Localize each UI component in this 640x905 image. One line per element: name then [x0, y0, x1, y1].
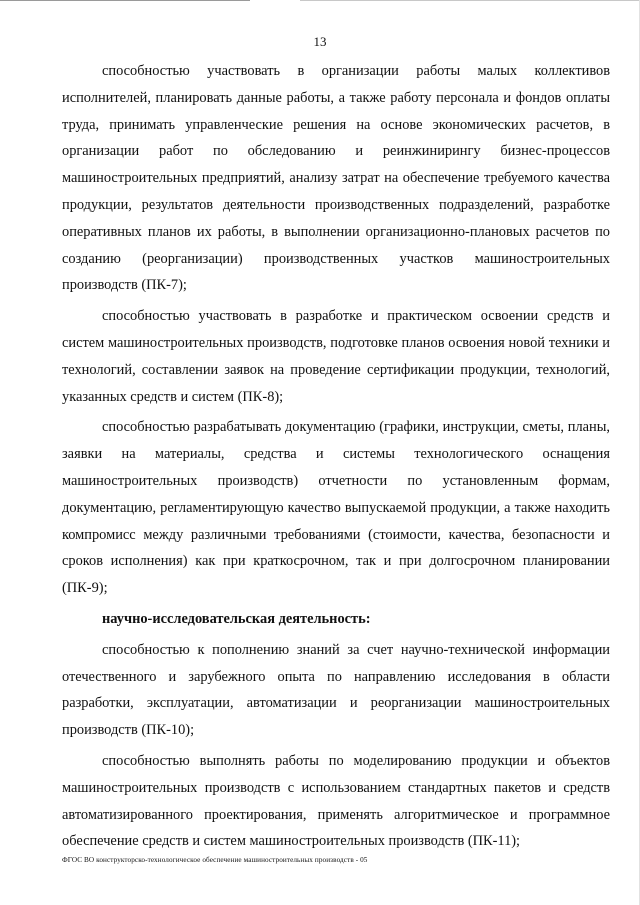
scan-edge-line: [0, 0, 250, 1]
section-heading-research: научно-исследовательская деятельность:: [102, 610, 371, 627]
page-footer: ФГОС ВО конструкторско-технологическое обеспечение машиностроительных производств - 05: [62, 856, 368, 864]
paragraph-pk-11: способностью выполнять работы по моделированию продукции и объектов машиностроительных производств с использованием стандартных пакетов и средств автоматизированного проектирования, применять алгоритмическое и программное обеспечение средств и систем машиностроительных производств (ПК-11);: [62, 752, 610, 850]
scan-edge-line: [300, 0, 640, 1]
page-number: 13: [313, 34, 327, 49]
document-body: [62, 58, 610, 859]
paragraph-pk-8: способностью участвовать в разработке и практическом освоении средств и систем машиностроительных производств, подготовке планов освоения новой техники и технологий, составлении заявок на проведение сертификации продукции, технологий, указанных средств и систем (ПК-8);: [62, 308, 610, 405]
paragraph-pk-10: способностью к пополнению знаний за счет научно-технической информации отечественного и зарубежного опыта по направлению исследования в области разработки, эксплуатации, автоматизации и реорганизации машиностроительных производств (ПК-10);: [62, 641, 610, 739]
paragraph-pk-9: способностью разрабатывать документацию (графики, инструкции, сметы, планы, заявки на материалы, средства и системы технологического оснащения машиностроительных производств) отчетности по установленным формам, документацию, регламентирующую качество выпускаемой продукции, а также находить компромисс между различными требованиями (стоимости, качества, безопасности и сроков исполнения) как при краткосрочном, так и при долгосрочном планировании (ПК-9);: [62, 419, 610, 597]
paragraph-pk-7: способностью участвовать в организации работы малых коллективов исполнителей, планировать данные работы, а также работу персонала и фондов оплаты труда, принимать управленческие решения на основе экономических расчетов, в организации работ по обследованию и реинжинирингу бизнес-процессов машиностроительных предприятий, анализу затрат на обеспечение требуемого качества продукции, результатов деятельности производственных подразделений, разработке оперативных планов их работы, в выполнении организационно-плановых расчетов по созданию (реорганизации) производственных участков машиностроительных производств (ПК-7);: [62, 63, 610, 294]
